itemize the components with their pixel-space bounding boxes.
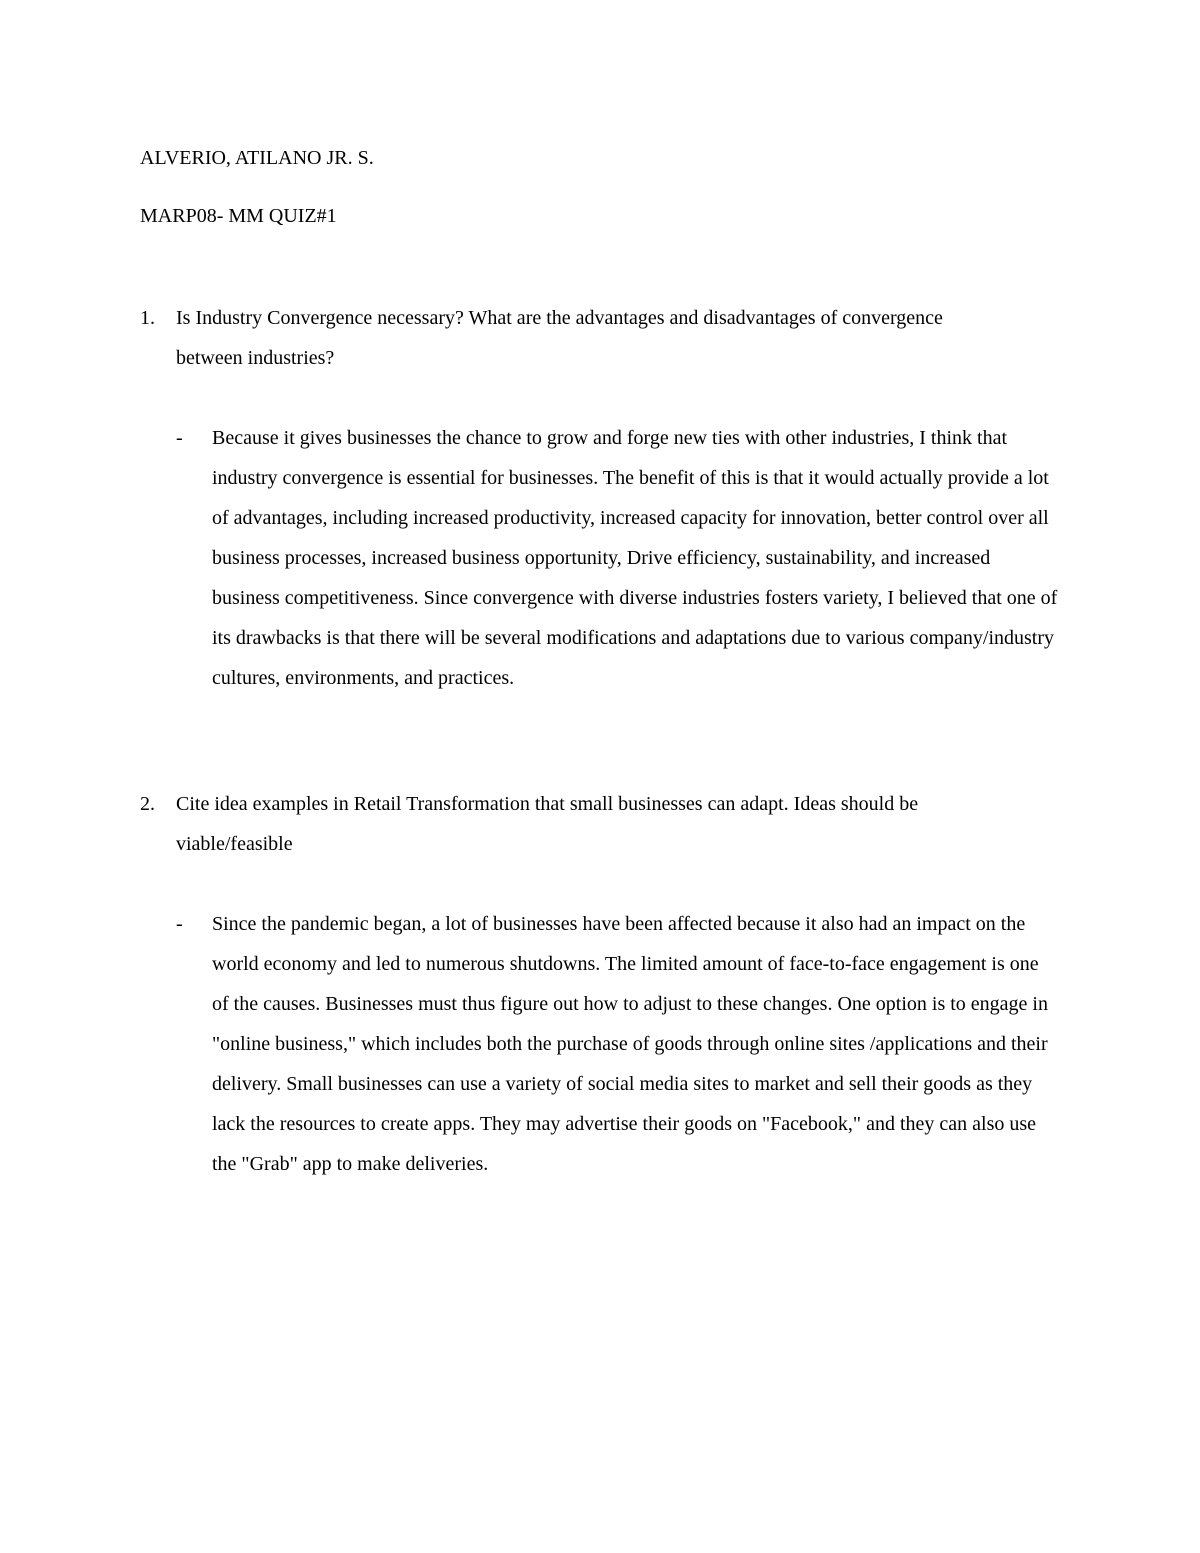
question-1-block	[140, 298, 1060, 698]
question-1	[140, 298, 1060, 378]
answer-1-bullet: -	[176, 427, 183, 449]
question-1-text: Is Industry Convergence necessary? What are the advantages and disadvantages of convergence between industries?	[176, 307, 943, 369]
answer-1	[176, 418, 1060, 698]
quiz-title: MARP08- MM QUIZ#1	[140, 205, 337, 227]
answer-2-bullet: -	[176, 913, 183, 935]
question-2-text: Cite idea examples in Retail Transformation that small businesses can adapt. Ideas should be viable/feasible	[176, 793, 919, 855]
answer-1-text: Because it gives businesses the chance to grow and forge new ties with other industries, I think that industry convergence is essential for businesses. The benefit of this is that it would actually provide a lot of advantages, including increased productivity, increased capacity for innovation, better control over all business processes, increased business opportunity, Drive efficiency, sustainability, and increased business competitiveness. Since convergence with diverse industries fosters variety, I believed that one of its drawbacks is that there will be several modifications and adaptations due to various company/industry cultures, environments, and practices.	[212, 427, 1058, 689]
question-2-block	[140, 784, 1060, 1184]
answer-2	[176, 904, 1060, 1184]
answer-2-text: Since the pandemic began, a lot of businesses have been affected because it also had an impact on the world economy and led to numerous shutdowns. The limited amount of face-to-face engagement is one of the causes. Businesses must thus figure out how to adjust to these changes. One option is to engage in "online business," which includes both the purchase of goods through online sites /applications and their delivery. Small businesses can use a variety of social media sites to market and sell their goods as they lack the resources to create apps. They may advertise their goods on "Facebook," and they can also use the "Grab" app to make deliveries.	[212, 913, 1048, 1175]
question-2	[140, 784, 1060, 864]
question-2-number: 2.	[140, 793, 155, 815]
student-name: ALVERIO, ATILANO JR. S.	[140, 147, 374, 169]
question-1-number: 1.	[140, 307, 155, 329]
